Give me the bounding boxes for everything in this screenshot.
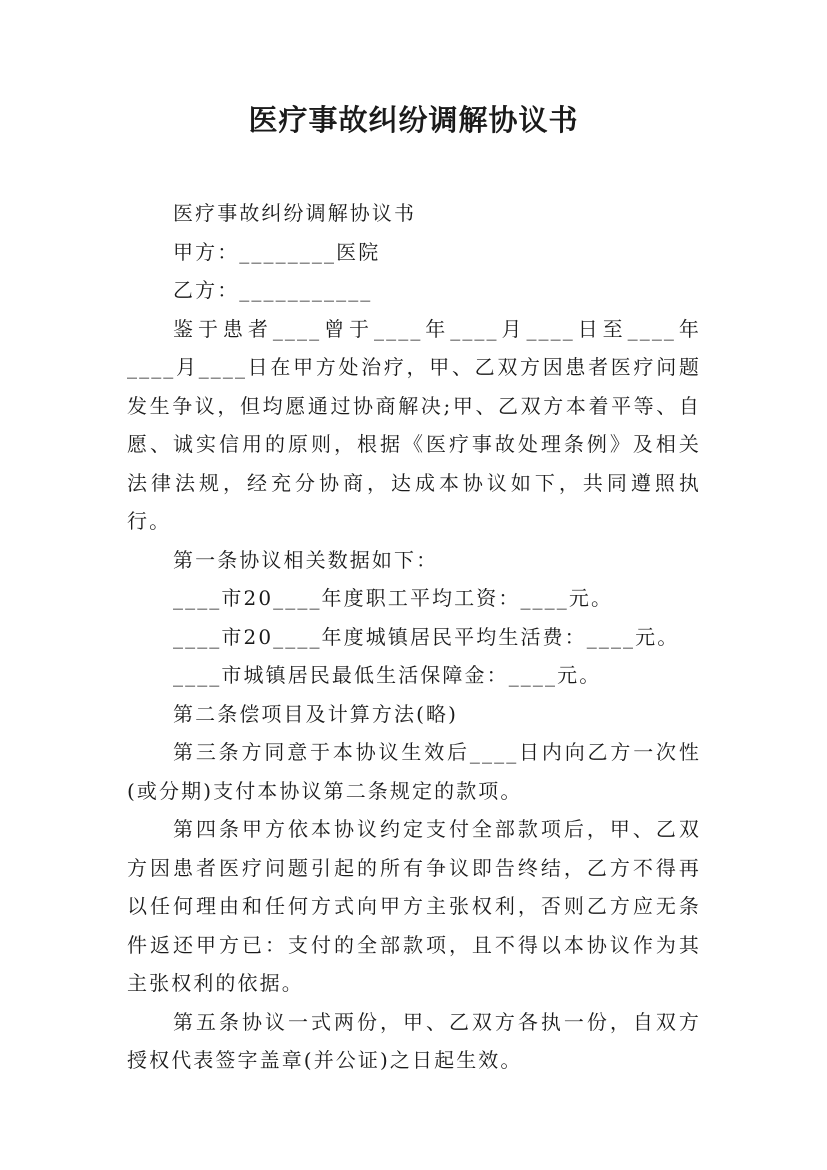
paragraph-heading: 医疗事故纠纷调解协议书 — [173, 201, 417, 225]
document-body — [127, 194, 701, 1080]
paragraph-article-2: 第二条偿项目及计算方法(略) — [173, 701, 459, 726]
document-title: 医疗事故纠纷调解协议书 — [248, 103, 579, 137]
paragraph-preamble: 鉴于患者____曾于____年____月____日至____年____月____日在甲方处治疗，甲、乙双方因患者医疗问题发生争议，但均愿通过协商解决;甲、乙双方本着平等、自愿、诚实信用的原则，根据《医疗事故处理条例》及相关法律法规，经充分协商，达成本协议如下，共同遵照执行。 — [127, 316, 701, 533]
paragraph-article-5: 第五条协议一式两份，甲、乙双方各执一份，自双方授权代表签字盖章(并公证)之日起生效。 — [127, 1009, 701, 1072]
paragraph-article-4: 第四条甲方依本协议约定支付全部款项后，甲、乙双方因患者医疗问题引起的所有争议即告终结，乙方不得再以任何理由和任何方式向甲方主张权利，否则乙方应无条件返还甲方已：支付的全部款项，且不得以本协议作为其主张权利的依据。 — [127, 817, 701, 995]
paragraph-article-1-item-2: ____市20____年度城镇居民平均生活费：____元。 — [173, 624, 680, 649]
paragraph-article-1: 第一条协议相关数据如下： — [173, 547, 439, 572]
paragraph-article-1-item-3: ____市城镇居民最低生活保障金：____元。 — [173, 663, 602, 687]
paragraph-article-3: 第三条方同意于本协议生效后____日内向乙方一次性(或分期)支付本协议第二条规定的款项。 — [127, 740, 701, 803]
paragraph-party-a: 甲方：________医院 — [173, 239, 381, 264]
paragraph-article-1-item-1: ____市20____年度职工平均工资：____元。 — [173, 586, 614, 610]
paragraph-party-b: 乙方：___________ — [173, 278, 373, 302]
